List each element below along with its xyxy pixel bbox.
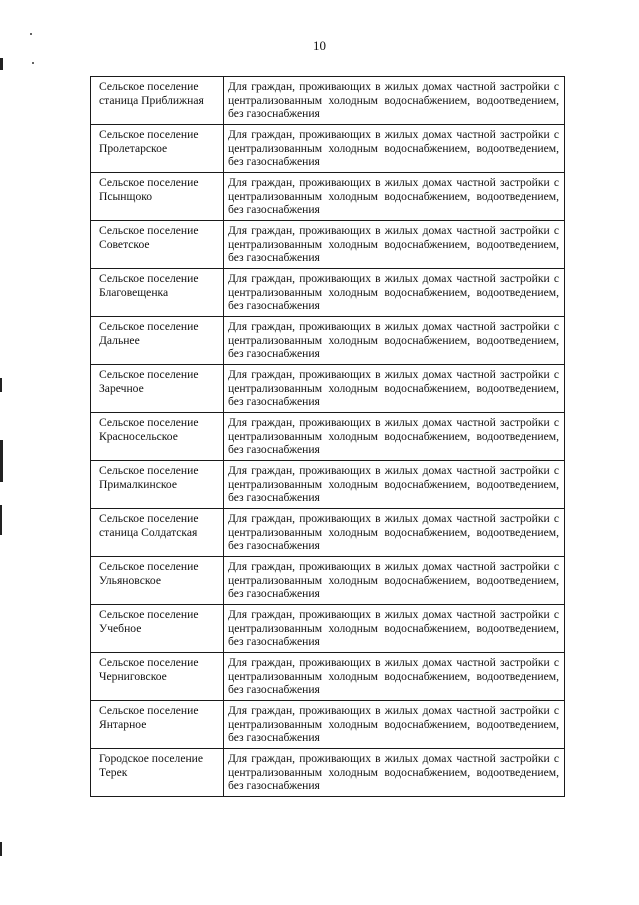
table-row [91,749,565,797]
settlement-type: Сельское поселение [99,320,199,333]
settlement-cell [91,461,224,509]
settlement-type: Сельское поселение [99,272,199,285]
description-cell: Для граждан, проживающих в жилых домах частной застройки с централизованным холодным водоснабжением, водоотведением, без газоснабжения [224,221,565,269]
table-row [91,365,565,413]
description-cell: Для граждан, проживающих в жилых домах частной застройки с централизованным холодным водоснабжением, водоотведением, без газоснабжения [224,413,565,461]
table-row [91,221,565,269]
settlement-type: Сельское поселение [99,128,199,141]
description-cell: Для граждан, проживающих в жилых домах частной застройки с централизованным холодным водоснабжением, водоотведением, без газоснабжения [224,653,565,701]
settlement-name: Черниговское [99,669,167,683]
settlement-cell [91,701,224,749]
description-cell: Для граждан, проживающих в жилых домах частной застройки с централизованным холодным водоснабжением, водоотведением, без газоснабжения [224,365,565,413]
description-cell: Для граждан, проживающих в жилых домах частной застройки с централизованным холодным водоснабжением, водоотведением, без газоснабжения [224,749,565,797]
table-row [91,509,565,557]
settlement-cell [91,221,224,269]
settlement-type: Сельское поселение [99,704,199,717]
settlement-type: Сельское поселение [99,368,199,381]
settlement-type: Сельское поселение [99,416,199,429]
description-cell: Для граждан, проживающих в жилых домах частной застройки с централизованным холодным водоснабжением, водоотведением, без газоснабжения [224,509,565,557]
settlement-name: Янтарное [99,717,147,731]
settlements-table [90,76,565,797]
table-row [91,653,565,701]
settlement-cell [91,605,224,653]
table-row [91,125,565,173]
settlement-cell [91,557,224,605]
settlement-type: Сельское поселение [99,512,199,525]
table-row [91,461,565,509]
table-row [91,77,565,125]
settlement-name: Советское [99,237,150,251]
description-cell: Для граждан, проживающих в жилых домах частной застройки с централизованным холодным водоснабжением, водоотведением, без газоснабжения [224,173,565,221]
settlement-type: Сельское поселение [99,464,199,477]
settlement-name: Ульяновское [99,573,161,587]
description-cell: Для граждан, проживающих в жилых домах частной застройки с централизованным холодным водоснабжением, водоотведением, без газоснабжения [224,605,565,653]
description-cell: Для граждан, проживающих в жилых домах частной застройки с централизованным холодным водоснабжением, водоотведением, без газоснабжения [224,317,565,365]
settlement-type: Сельское поселение [99,608,199,621]
settlement-type: Городское поселение [99,752,204,765]
page-number: 10 [313,38,326,53]
settlement-name: станица Приближная [99,93,204,107]
description-cell: Для граждан, проживающих в жилых домах частной застройки с централизованным холодным водоснабжением, водоотведением, без газоснабжения [224,269,565,317]
description-cell: Для граждан, проживающих в жилых домах частной застройки с централизованным холодным водоснабжением, водоотведением, без газоснабжения [224,125,565,173]
settlement-cell [91,749,224,797]
table-row [91,701,565,749]
settlement-type: Сельское поселение [99,224,199,237]
settlement-type: Сельское поселение [99,656,199,669]
settlement-cell [91,125,224,173]
settlement-name: Дальнее [99,333,140,347]
settlement-name: Псынщоко [99,189,153,203]
scan-margin-mark [0,378,2,392]
table-row [91,317,565,365]
settlement-cell [91,413,224,461]
description-cell: Для граждан, проживающих в жилых домах частной застройки с централизованным холодным водоснабжением, водоотведением, без газоснабжения [224,701,565,749]
settlement-name: Терек [99,765,128,779]
settlement-name: Пролетарское [99,141,168,155]
settlement-type: Сельское поселение [99,176,199,189]
description-cell: Для граждан, проживающих в жилых домах частной застройки с централизованным холодным водоснабжением, водоотведением, без газоснабжения [224,77,565,125]
settlement-name: Учебное [99,621,142,635]
settlement-cell [91,653,224,701]
settlement-cell [91,173,224,221]
settlement-name: Заречное [99,381,144,395]
table-row [91,413,565,461]
settlement-type: Сельское поселение [99,560,199,573]
settlement-name: Благовещенка [99,285,169,299]
scan-speck [32,62,34,64]
table-row [91,557,565,605]
settlement-cell [91,269,224,317]
table-row [91,173,565,221]
settlement-cell [91,77,224,125]
scan-speck [30,33,32,35]
description-cell: Для граждан, проживающих в жилых домах частной застройки с централизованным холодным водоснабжением, водоотведением, без газоснабжения [224,461,565,509]
table-row [91,605,565,653]
scan-margin-mark [0,440,3,482]
settlement-name: станица Солдатская [99,525,198,539]
settlement-cell [91,365,224,413]
description-cell: Для граждан, проживающих в жилых домах частной застройки с централизованным холодным водоснабжением, водоотведением, без газоснабжения [224,557,565,605]
scan-margin-mark [0,58,3,70]
settlement-cell [91,509,224,557]
settlement-type: Сельское поселение [99,80,199,93]
scan-margin-mark [0,842,2,856]
settlement-name: Прималкинское [99,477,177,491]
scan-margin-mark [0,505,2,535]
settlements-table-body [91,77,565,797]
settlement-cell [91,317,224,365]
table-row [91,269,565,317]
settlement-name: Красносельское [99,429,178,443]
